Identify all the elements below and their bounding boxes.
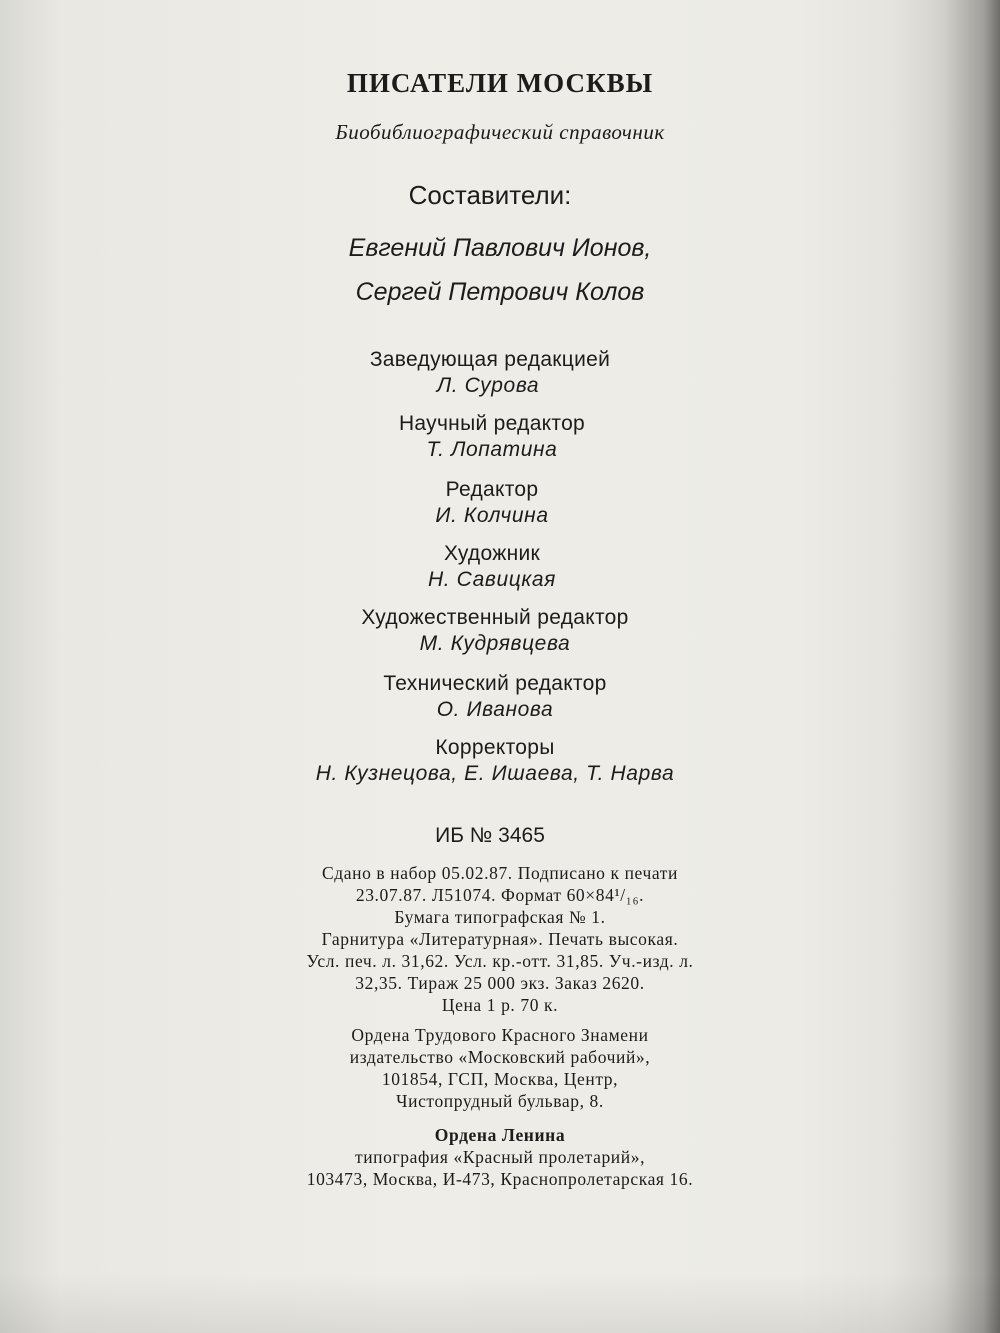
- printer-address: 103473, Москва, И-473, Краснопролетарская 16.: [306, 1169, 694, 1189]
- print-detail-line: 32,35. Тираж 25 000 экз. Заказ 2620.: [355, 973, 645, 993]
- staff-person: Т. Лопатина: [426, 438, 558, 461]
- price-line: Цена 1 р. 70 к.: [441, 995, 559, 1015]
- page-bottom-shade: [0, 1273, 1000, 1333]
- staff-role: Научный редактор: [398, 412, 586, 435]
- staff-role: Художественный редактор: [361, 606, 629, 629]
- staff-person: И. Колчина: [435, 504, 549, 527]
- compilers-heading: Составители:: [408, 180, 572, 210]
- print-detail-line: Усл. печ. л. 31,62. Усл. кр.-отт. 31,85. Уч.-изд. л.: [306, 951, 694, 971]
- staff-person: Л. Сурова: [436, 374, 540, 397]
- print-detail-line: Гарнитура «Литературная». Печать высокая.: [321, 929, 679, 949]
- staff-role: Корректоры: [435, 736, 555, 759]
- spine-shadow: [890, 0, 1000, 1333]
- staff-role: Технический редактор: [383, 672, 607, 695]
- publisher-line: Ордена Трудового Красного Знамени: [351, 1025, 649, 1045]
- book-subtitle: Биобиблиографический справочник: [335, 120, 665, 144]
- publisher-line: 101854, ГСП, Москва, Центр,: [381, 1069, 619, 1089]
- staff-role: Редактор: [445, 478, 539, 501]
- printer-heading: Ордена Ленина: [434, 1125, 566, 1145]
- publisher-line: Чистопрудный бульвар, 8.: [396, 1091, 604, 1111]
- staff-person: М. Кудрявцева: [419, 632, 571, 655]
- printer-line: типография «Красный пролетарий»,: [354, 1147, 646, 1167]
- staff-person: О. Иванова: [436, 698, 554, 721]
- staff-role: Художник: [443, 542, 540, 565]
- print-detail-line: 23.07.87. Л51074. Формат 60×84¹/₁₆.: [355, 885, 645, 905]
- book-title: ПИСАТЕЛИ МОСКВЫ: [346, 68, 654, 98]
- ib-number: ИБ № 3465: [435, 824, 545, 847]
- print-detail-line: Бумага типографская № 1.: [394, 907, 606, 927]
- print-detail-line: Сдано в набор 05.02.87. Подписано к печати: [321, 863, 679, 883]
- publisher-line: издательство «Московский рабочий»,: [349, 1047, 651, 1067]
- staff-person: Н. Кузнецова, Е. Ишаева, Т. Нарва: [315, 762, 675, 785]
- compiler-name: Евгений Павлович Ионов,: [348, 234, 652, 262]
- staff-role: Заведующая редакцией: [369, 348, 611, 371]
- compiler-name: Сергей Петрович Колов: [355, 278, 645, 306]
- staff-person: Н. Савицкая: [428, 568, 556, 591]
